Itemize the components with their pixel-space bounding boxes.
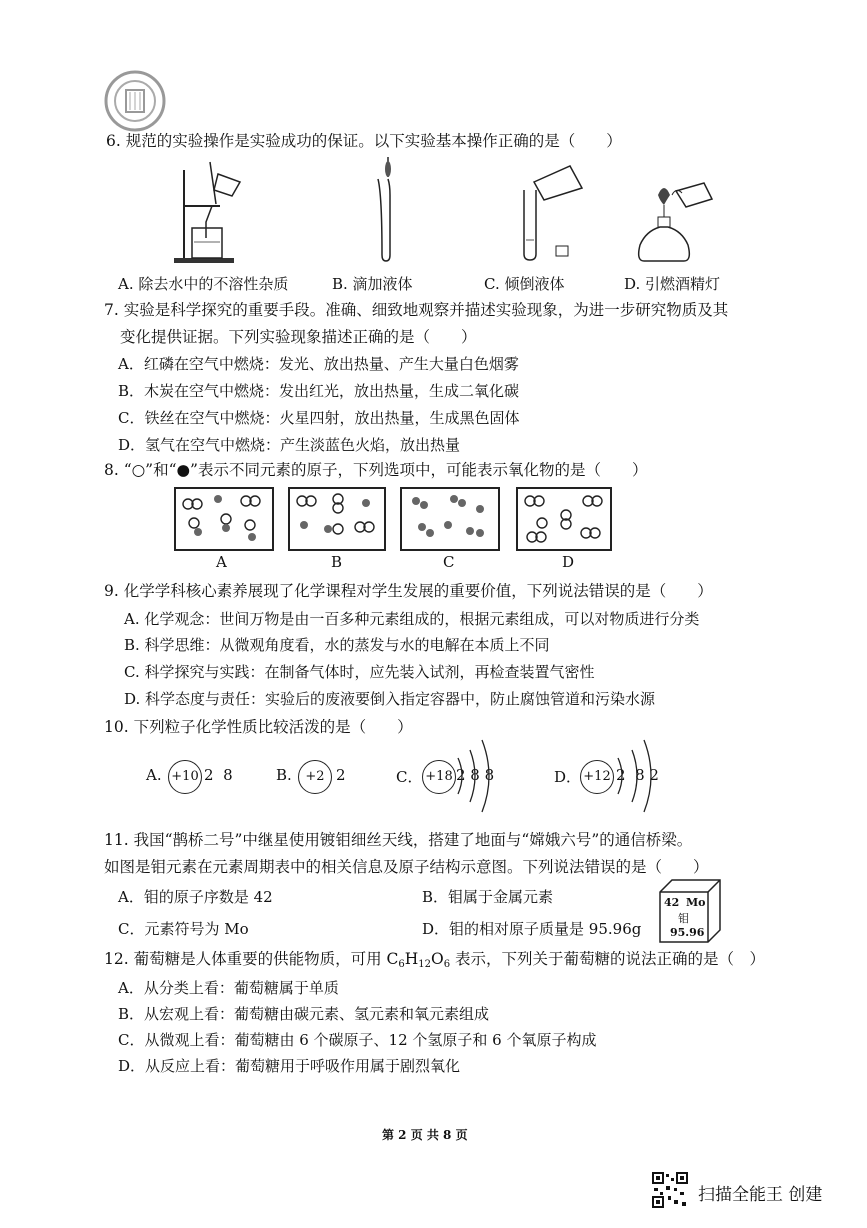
atom-c-label: C． [396,768,423,786]
alcohol-lamp-figure [632,165,717,265]
q8-label-c: C [443,553,455,571]
q11-option-b: B．钼属于金属元素 [422,888,554,906]
q6-option-d: D. 引燃酒精灯 [624,275,721,293]
q8-label-a: A [216,553,227,571]
element-mass: 95.96 [670,926,705,939]
q10-stem: 10. 下列粒子化学性质比较活泼的是（ ） [104,718,413,736]
atom-b-nucleus-charge: +2 [305,769,325,784]
dropper-figure [368,155,398,265]
q12-option-d: D．从反应上看：葡萄糖用于呼吸作用属于剧烈氧化 [118,1057,461,1075]
pouring-liquid-figure [510,160,590,268]
q7-option-b: B．木炭在空气中燃烧：发出红光，放出热量，生成二氧化碳 [118,382,520,400]
q7-stem-line1: 7. 实验是科学探究的重要手段。准确、细致地观察并描述实验现象，为进一步研究物质及其 [104,301,729,319]
q7-stem-line2: 变化提供证据。下列实验现象描述正确的是（ ） [120,328,477,346]
q11-stem-line2: 如图是钼元素在元素周期表中的相关信息及原子结构示意图。下列说法错误的是（ ） [104,858,709,876]
q12-stem-post: 表示，下列关于葡萄糖的说法正确的是（ ） [450,950,766,968]
q6-stem: 6. 规范的实验操作是实验成功的保证。以下实验基本操作正确的是（ ） [106,132,622,150]
q11-option-c: C．元素符号为 Mo [118,920,249,938]
q8-particle-box-d [516,487,612,551]
atom-c-nucleus-charge: +18 [425,769,453,784]
q6-option-a: A. 除去水中的不溶性杂质 [118,275,289,293]
q6-option-b: B. 滴加液体 [332,275,413,293]
atom-diagram-c [396,736,506,814]
atom-b-shells: 2 [336,766,346,784]
periodic-table-cell-mo [658,878,722,944]
q6-option-c: C. 倾倒液体 [484,275,565,293]
atom-a-label: A. [146,766,162,784]
q12-stem-pre: 12. 葡萄糖是人体重要的供能物质，可用 [104,950,387,968]
atom-d-shells: 2 8 2 [616,766,659,784]
q11-option-a: A．钼的原子序数是 42 [118,888,273,906]
q12-option-b: B．从宏观上看：葡萄糖由碳元素、氢元素和氧元素组成 [118,1005,490,1023]
element-name: 钼 [678,912,689,925]
atom-c-shell-arcs [396,736,506,814]
school-seal [104,70,166,132]
q9-option-b: B. 科学思维：从微观角度看，水的蒸发与水的电解在本质上不同 [124,636,550,654]
atom-diagram-d [554,736,664,814]
q12-option-c: C．从微观上看：葡萄糖由 6 个碳原子、12 个氢原子和 6 个氧原子构成 [118,1031,597,1049]
q7-option-d: D．氢气在空气中燃烧：产生淡蓝色火焰，放出热量 [118,436,461,454]
scanner-watermark: 扫描全能王 创建 [698,1185,823,1205]
q9-option-a: A. 化学观念：世间万物是由一百多种元素组成的，根据元素组成，可以对物质进行分类 [124,610,700,628]
atom-c-shells: 2 8 8 [456,766,495,784]
q9-stem: 9. 化学学科核心素养展现了化学课程对学生发展的重要价值，下列说法错误的是（ ） [104,582,713,600]
atom-a-shells: 2 8 [204,766,233,784]
atom-a-nucleus-charge: +10 [171,769,199,784]
q8-particle-box-c [400,487,500,551]
q11-option-d: D．钼的相对原子质量是 95.96g [422,920,642,938]
q12-option-a: A．从分类上看：葡萄糖属于单质 [118,979,339,997]
q7-option-a: A．红磷在空气中燃烧：发光、放出热量、产生大量白色烟雾 [118,355,519,373]
q7-option-c: C．铁丝在空气中燃烧：火星四射，放出热量，生成黑色固体 [118,409,520,427]
q8-label-b: B [331,553,343,571]
atom-b-label: B. [276,766,292,784]
page-number: 第 2 页 共 8 页 [382,1128,468,1142]
atom-b-nucleus [298,760,332,794]
q8-particle-box-a [174,487,274,551]
q8-stem: 8. “○”和“●”表示不同元素的原子，下列选项中，可能表示氧化物的是（ ） [104,461,648,479]
qr-code-icon [652,1172,688,1208]
filtration-apparatus-figure [170,160,250,265]
atom-d-shell-arcs [554,736,664,814]
q9-option-c: C. 科学探究与实践：在制备气体时，应先装入试剂，再检查装置气密性 [124,663,595,681]
element-symbol: Mo [686,896,706,909]
atom-a-nucleus [168,760,202,794]
q9-option-d: D. 科学态度与责任：实验后的废液要倒入指定容器中，防止腐蚀管道和污染水源 [124,690,656,708]
atom-diagram-b [276,758,366,798]
q11-stem-line1: 11. 我国“鹊桥二号”中继星使用镀钼细丝天线，搭建了地面与“嫦娥六号”的通信桥梁。 [104,831,693,849]
glucose-formula: $C_6H_{12}O_6$ [386,950,451,970]
atom-diagram-a [146,758,246,798]
atom-d-label: D． [554,768,582,786]
q12-stem [104,948,765,976]
q8-particle-box-b [288,487,386,551]
q8-label-d: D [562,553,575,571]
atom-d-nucleus-charge: +12 [583,769,611,784]
element-number: 42 [664,896,680,909]
